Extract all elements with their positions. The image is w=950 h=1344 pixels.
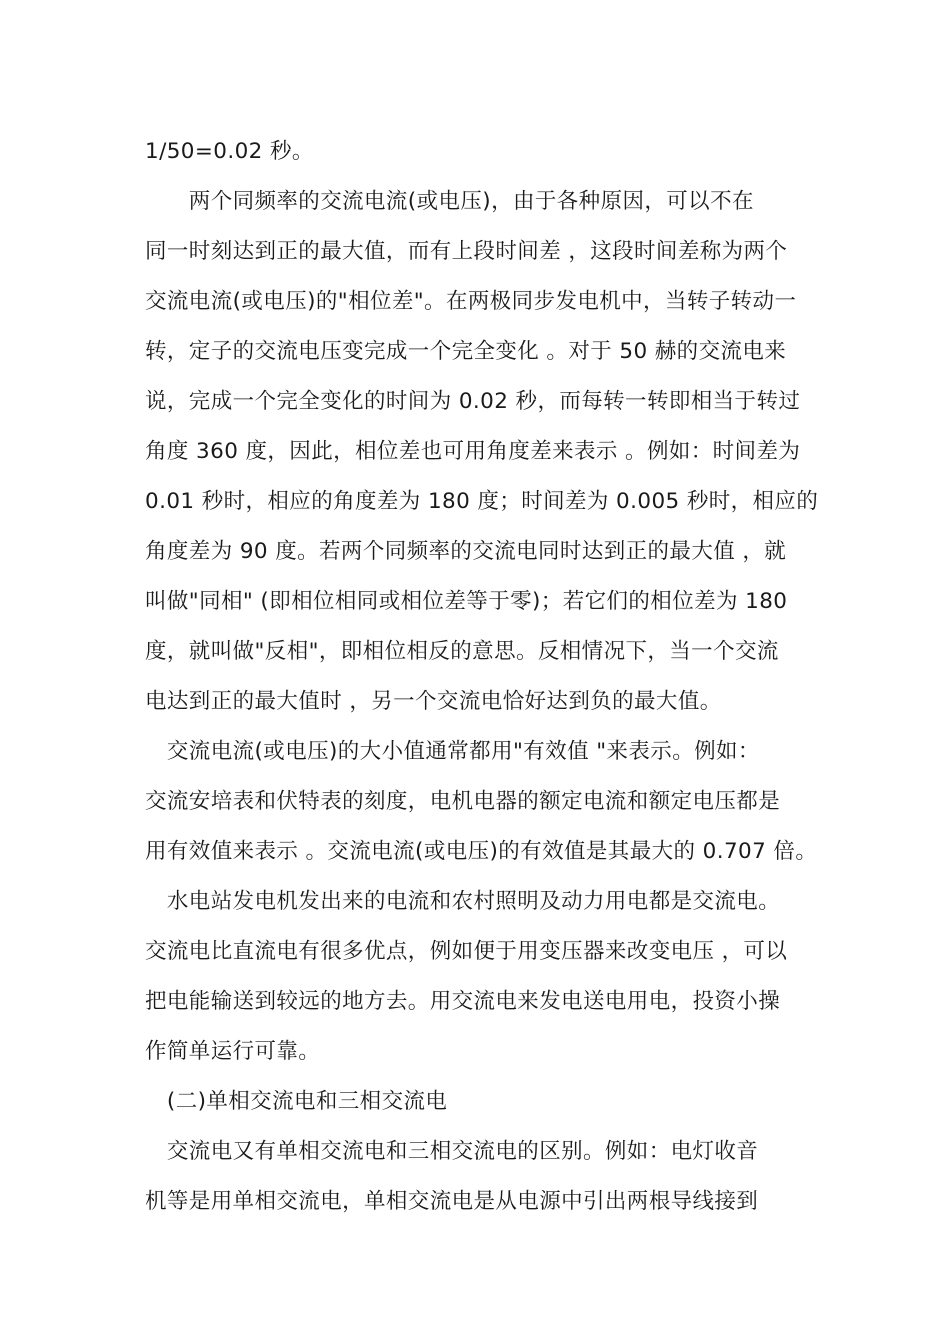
text-line: 用有效值来表示 。交流电流(或电压)的有效值是其最大的 0.707 倍。 [145, 839, 818, 864]
text-line: 作简单运行可靠。 [145, 1039, 321, 1064]
text-line: 交流电流(或电压)的大小值通常都用"有效值 "来表示。例如： [145, 739, 760, 764]
text-line: 两个同频率的交流电流(或电压)，由于各种原因，可以不在 [145, 189, 754, 214]
text-line: 度，就叫做"反相"，即相位相反的意思。反相情况下，当一个交流 [145, 639, 779, 664]
text-line: 角度差为 90 度。若两个同频率的交流电同时达到正的最大值 ，就 [145, 539, 787, 564]
text-line: 0.01 秒时，相应的角度差为 180 度；时间差为 0.005 秒时，相应的 [145, 489, 819, 514]
text-line: 1/50=0.02 秒。 [145, 139, 314, 164]
section-heading: (二)单相交流电和三相交流电 [145, 1089, 448, 1114]
text-line: 说，完成一个完全变化的时间为 0.02 秒，而每转一转即相当于转过 [145, 389, 801, 414]
text-line: 电达到正的最大值时 ，另一个交流电恰好达到负的最大值。 [145, 689, 722, 714]
text-line: 交流电比直流电有很多优点，例如便于用变压器来改变电压 ，可以 [145, 939, 788, 964]
text-line: 交流安培表和伏特表的刻度，电机电器的额定电流和额定电压都是 [145, 789, 781, 814]
text-line: 水电站发电机发出来的电流和农村照明及动力用电都是交流电。 [145, 889, 781, 914]
text-line: 转，定子的交流电压变完成一个完全变化 。对于 50 赫的交流电来 [145, 339, 787, 364]
text-line: 叫做"同相" (即相位相同或相位差等于零)；若它们的相位差为 180 [145, 589, 788, 614]
text-line: 交流电又有单相交流电和三相交流电的区别。例如：电灯收音 [145, 1139, 759, 1164]
text-line: 把电能输送到较远的地方去。用交流电来发电送电用电，投资小操 [145, 989, 781, 1014]
text-line: 同一时刻达到正的最大值，而有上段时间差 ，这段时间差称为两个 [145, 239, 788, 264]
text-line: 交流电流(或电压)的"相位差"。在两极同步发电机中，当转子转动一 [145, 289, 797, 314]
text-line: 角度 360 度，因此，相位差也可用角度差来表示 。例如：时间差为 [145, 439, 801, 464]
text-line: 机等是用单相交流电，单相交流电是从电源中引出两根导线接到 [145, 1189, 759, 1214]
